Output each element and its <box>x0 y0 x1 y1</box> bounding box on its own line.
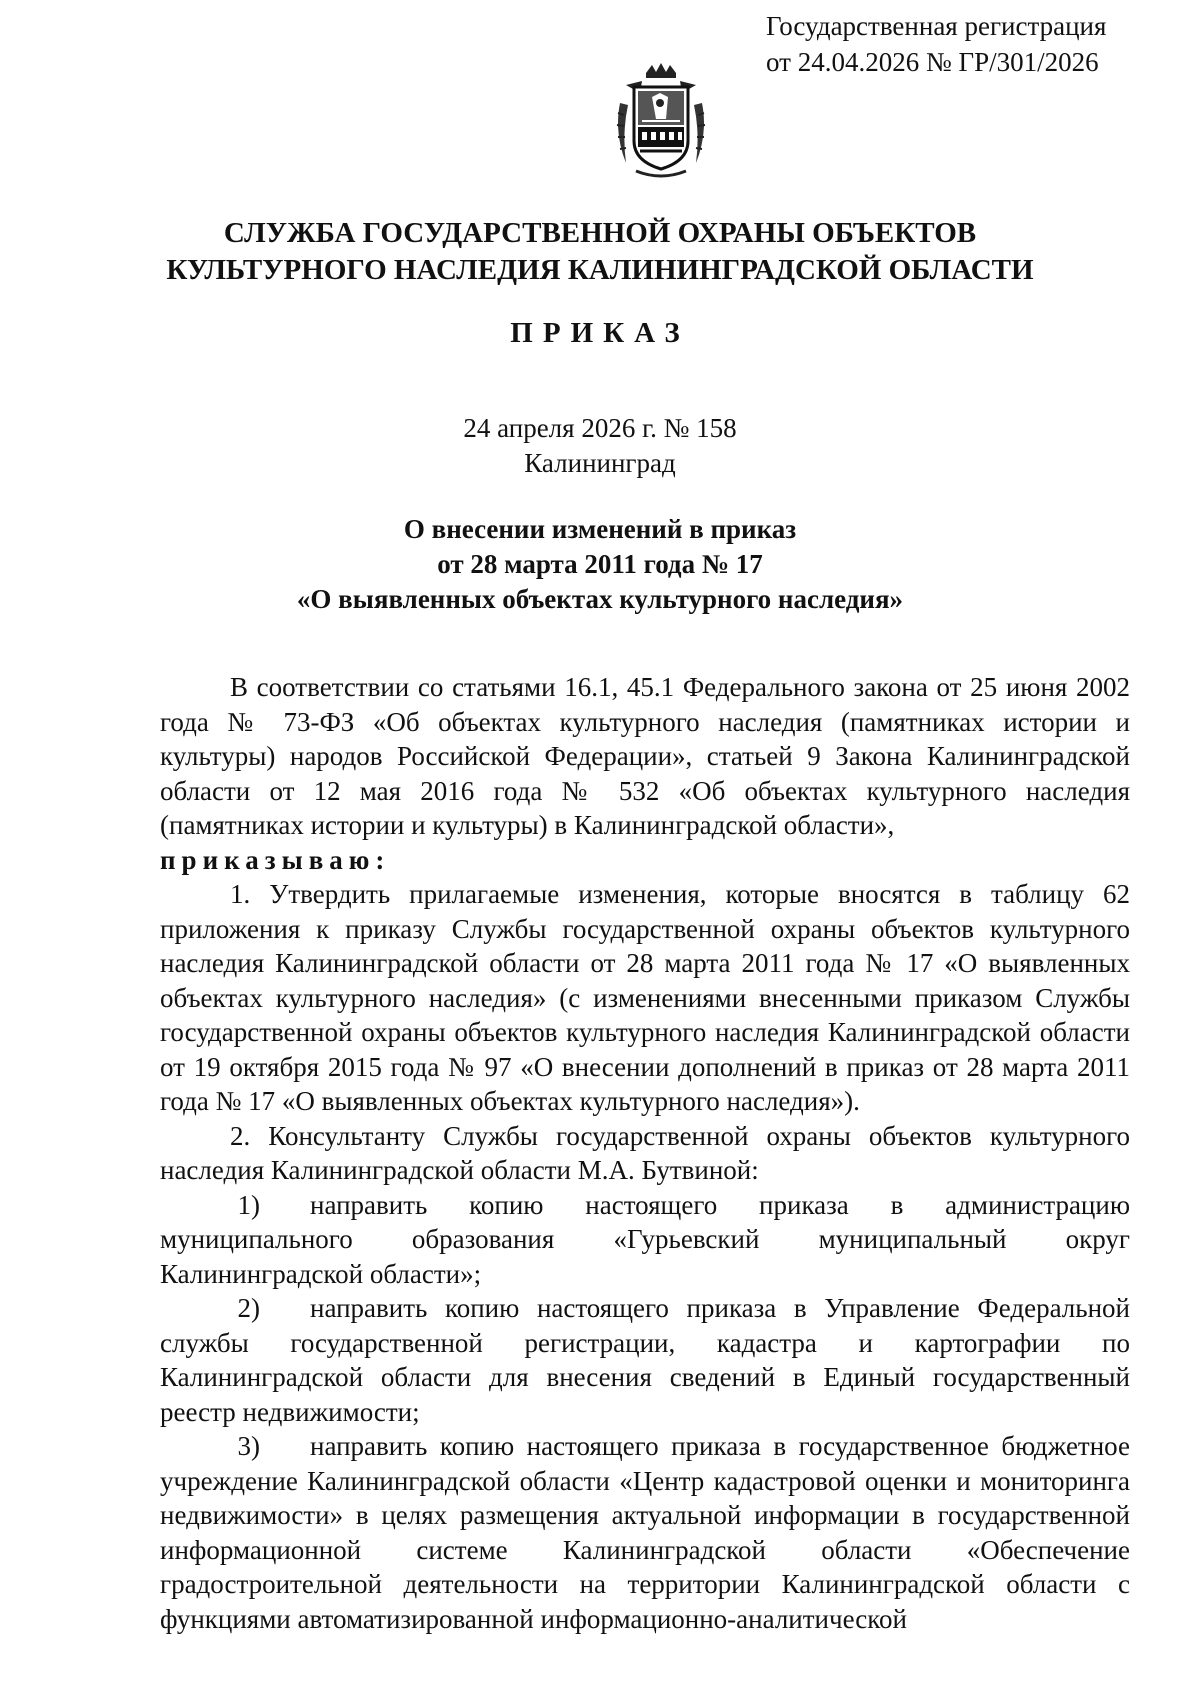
subitem-3-number: 3) <box>237 1431 260 1461</box>
order-date-number: 24 апреля 2026 г. № 158 <box>463 413 737 443</box>
document-type: ПРИКАЗ <box>510 317 690 349</box>
order-place: Калининград <box>524 448 676 478</box>
order-subject <box>100 512 1100 617</box>
subitem-2-number: 2) <box>237 1293 260 1323</box>
preamble-paragraph: В соответствии со статьями 16.1, 45.1 Федерального закона от 25 июня 2002 года № 73-ФЗ «Об объектах культурного наследия (памятниках истории и культуры) народов Российской Федерации», статьей 9 Закона Калининградской области от 12 мая 2016 года № 532 «Об объектах культурного наследия (памятниках истории и культуры) в Калининградской области», <box>160 672 1130 840</box>
subject-line-3: «О выявленных объектах культурного наследия» <box>296 584 904 614</box>
registration-line-1: Государственная регистрация <box>766 11 1107 41</box>
subitem-1-paragraph <box>160 1188 1130 1292</box>
subject-line-2: от 28 марта 2011 года № 17 <box>437 549 763 579</box>
item-1-paragraph: 1. Утвердить прилагаемые изменения, которые вносятся в таблицу 62 приложения к приказу Службы государственной охраны объектов культурного наследия Калининградской области от 28 марта 2011 года № 17 «О выявленных объектах культурного наследия» (с изменениями внесенными приказом Службы государственной охраны объектов культурного наследия Калининградской области от 19 октября 2015 года № 97 «О внесении дополнений в приказ от 28 марта 2011 года № 17 «О выявленных объектах культурного наследия»). <box>160 879 1130 1116</box>
registration-line-2: от 24.04.2026 № ГР/301/2026 <box>766 47 1099 77</box>
organization-title <box>100 215 1100 289</box>
date-and-place <box>100 411 1100 481</box>
subitem-1-text: направить копию настоящего приказа в администрацию муниципального образования «Гурьевский муниципальный округ Калининградской области»; <box>160 1189 1130 1289</box>
coat-of-arms-icon <box>612 63 710 181</box>
subject-line-1: О внесении изменений в приказ <box>403 514 797 544</box>
subitem-2-paragraph <box>160 1291 1130 1429</box>
order-body <box>160 670 1130 1636</box>
decree-word: приказываю: <box>160 844 391 875</box>
subitem-1-number: 1) <box>237 1189 260 1220</box>
registration-stamp <box>766 8 1126 80</box>
subitem-3-paragraph <box>160 1429 1130 1636</box>
item-2-paragraph: 2. Консультанту Службы государственной охраны объектов культурного наследия Калининградской области М.А. Бутвиной: <box>160 1120 1130 1185</box>
organization-title-line-1: СЛУЖБА ГОСУДАРСТВЕННОЙ ОХРАНЫ ОБЪЕКТОВ <box>223 217 977 249</box>
organization-title-line-2: КУЛЬТУРНОГО НАСЛЕДИЯ КАЛИНИНГРАДСКОЙ ОБЛАСТИ <box>166 254 1034 286</box>
subitem-2-text: направить копию настоящего приказа в Управление Федеральной службы государственной регистрации, кадастра и картографии по Калининградской области для внесения сведений в Единый государственный реестр недвижимости; <box>160 1293 1130 1427</box>
subitem-3-text: направить копию настоящего приказа в государственное бюджетное учреждение Калининградской области «Центр кадастровой оценки и мониторинга недвижимости» в целях размещения актуальной информации в государственной информационной системе Калининградской области «Обеспечение градостроительной деятельности на территории Калининградской области с функциями автоматизированной информационно-аналитической <box>160 1431 1130 1634</box>
